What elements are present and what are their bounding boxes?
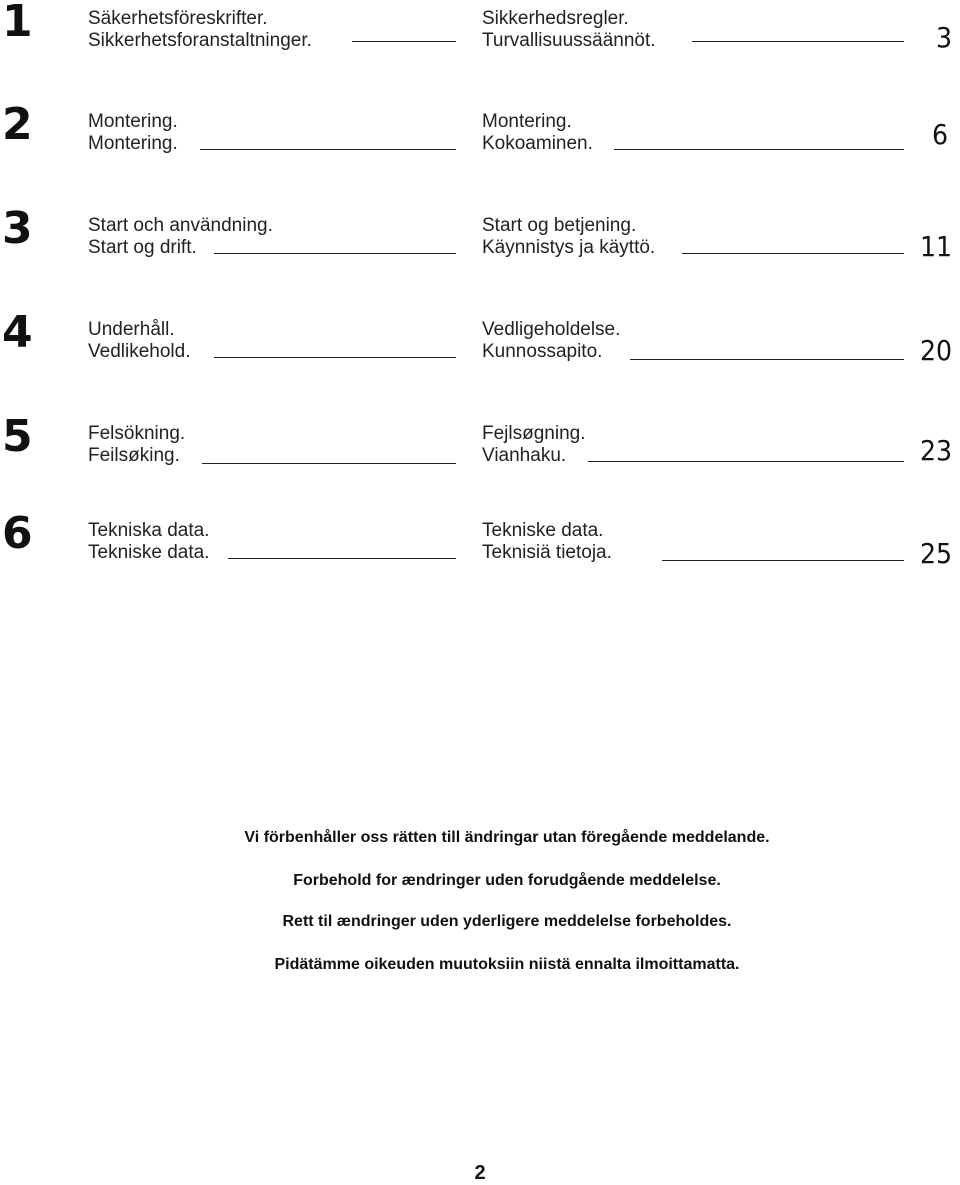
leader-line: [630, 359, 904, 360]
leader-line: [214, 357, 456, 358]
leader-line: [352, 41, 456, 42]
leader-line: [588, 461, 904, 462]
title-danish: Sikkerhedsregler.: [482, 8, 629, 29]
toc-section-6[interactable]: [0, 508, 960, 580]
title-swedish: Säkerhetsföreskrifter.: [88, 8, 268, 29]
title-norwegian: Tekniske data.: [88, 542, 210, 563]
notice-swedish: Vi förbenhåller oss rätten till ändringar utan föregående meddelande.: [244, 829, 770, 846]
page-reference: 3: [935, 21, 952, 54]
notice-danish: Forbehold for ændringer uden forudgående meddelelse.: [293, 872, 721, 889]
page-reference: 20: [919, 334, 952, 367]
section-number: 2: [2, 99, 33, 150]
title-swedish: Montering.: [88, 111, 178, 132]
section-number: 1: [2, 0, 33, 47]
section-number: 6: [2, 508, 33, 559]
section-number: 4: [2, 307, 33, 358]
footer-page-number: 2: [474, 1162, 486, 1184]
toc-section-2[interactable]: [0, 99, 960, 171]
title-finnish: Kunnossapito.: [482, 341, 603, 362]
title-swedish: Underhåll.: [88, 319, 175, 340]
section-number: 3: [2, 203, 33, 254]
leader-line: [200, 149, 456, 150]
title-swedish: Tekniska data.: [88, 520, 210, 541]
title-finnish: Teknisiä tietoja.: [482, 542, 612, 563]
page-reference: 25: [919, 537, 952, 570]
title-norwegian: Vedlikehold.: [88, 341, 191, 362]
leader-line: [614, 149, 904, 150]
page-reference: 23: [919, 434, 952, 467]
leader-line: [692, 41, 904, 42]
leader-line: [662, 560, 904, 561]
page-reference: 11: [919, 230, 952, 263]
title-danish: Start og betjening.: [482, 215, 637, 236]
title-finnish: Vianhaku.: [482, 445, 567, 466]
title-danish: Montering.: [482, 111, 572, 132]
title-norwegian: Sikkerhetsforanstaltninger.: [88, 30, 312, 51]
title-danish: Tekniske data.: [482, 520, 604, 541]
toc-section-4[interactable]: [0, 307, 960, 379]
title-swedish: Felsökning.: [88, 423, 186, 444]
section-number: 5: [2, 411, 33, 462]
title-norwegian: Montering.: [88, 133, 178, 154]
toc-section-3[interactable]: [0, 203, 960, 275]
leader-line: [214, 253, 456, 254]
leader-line: [682, 253, 904, 254]
page-reference: 6: [931, 118, 948, 151]
notice-norwegian: Rett til ændringer uden yderligere meddelelse forbeholdes.: [282, 913, 732, 930]
title-finnish: Turvallisuussäännöt.: [482, 30, 656, 51]
title-finnish: Käynnistys ja käyttö.: [482, 237, 656, 258]
title-norwegian: Start og drift.: [88, 237, 197, 258]
title-danish: Vedligeholdelse.: [482, 319, 621, 340]
toc-section-5[interactable]: [0, 411, 960, 483]
title-danish: Fejlsøgning.: [482, 423, 586, 444]
leader-line: [228, 558, 456, 559]
title-finnish: Kokoaminen.: [482, 133, 593, 154]
toc-section-1[interactable]: [0, 0, 960, 68]
title-norwegian: Feilsøking.: [88, 445, 180, 466]
notice-finnish: Pidätämme oikeuden muutoksiin niistä ennalta ilmoittamatta.: [274, 956, 740, 973]
title-swedish: Start och användning.: [88, 215, 273, 236]
leader-line: [202, 463, 456, 464]
